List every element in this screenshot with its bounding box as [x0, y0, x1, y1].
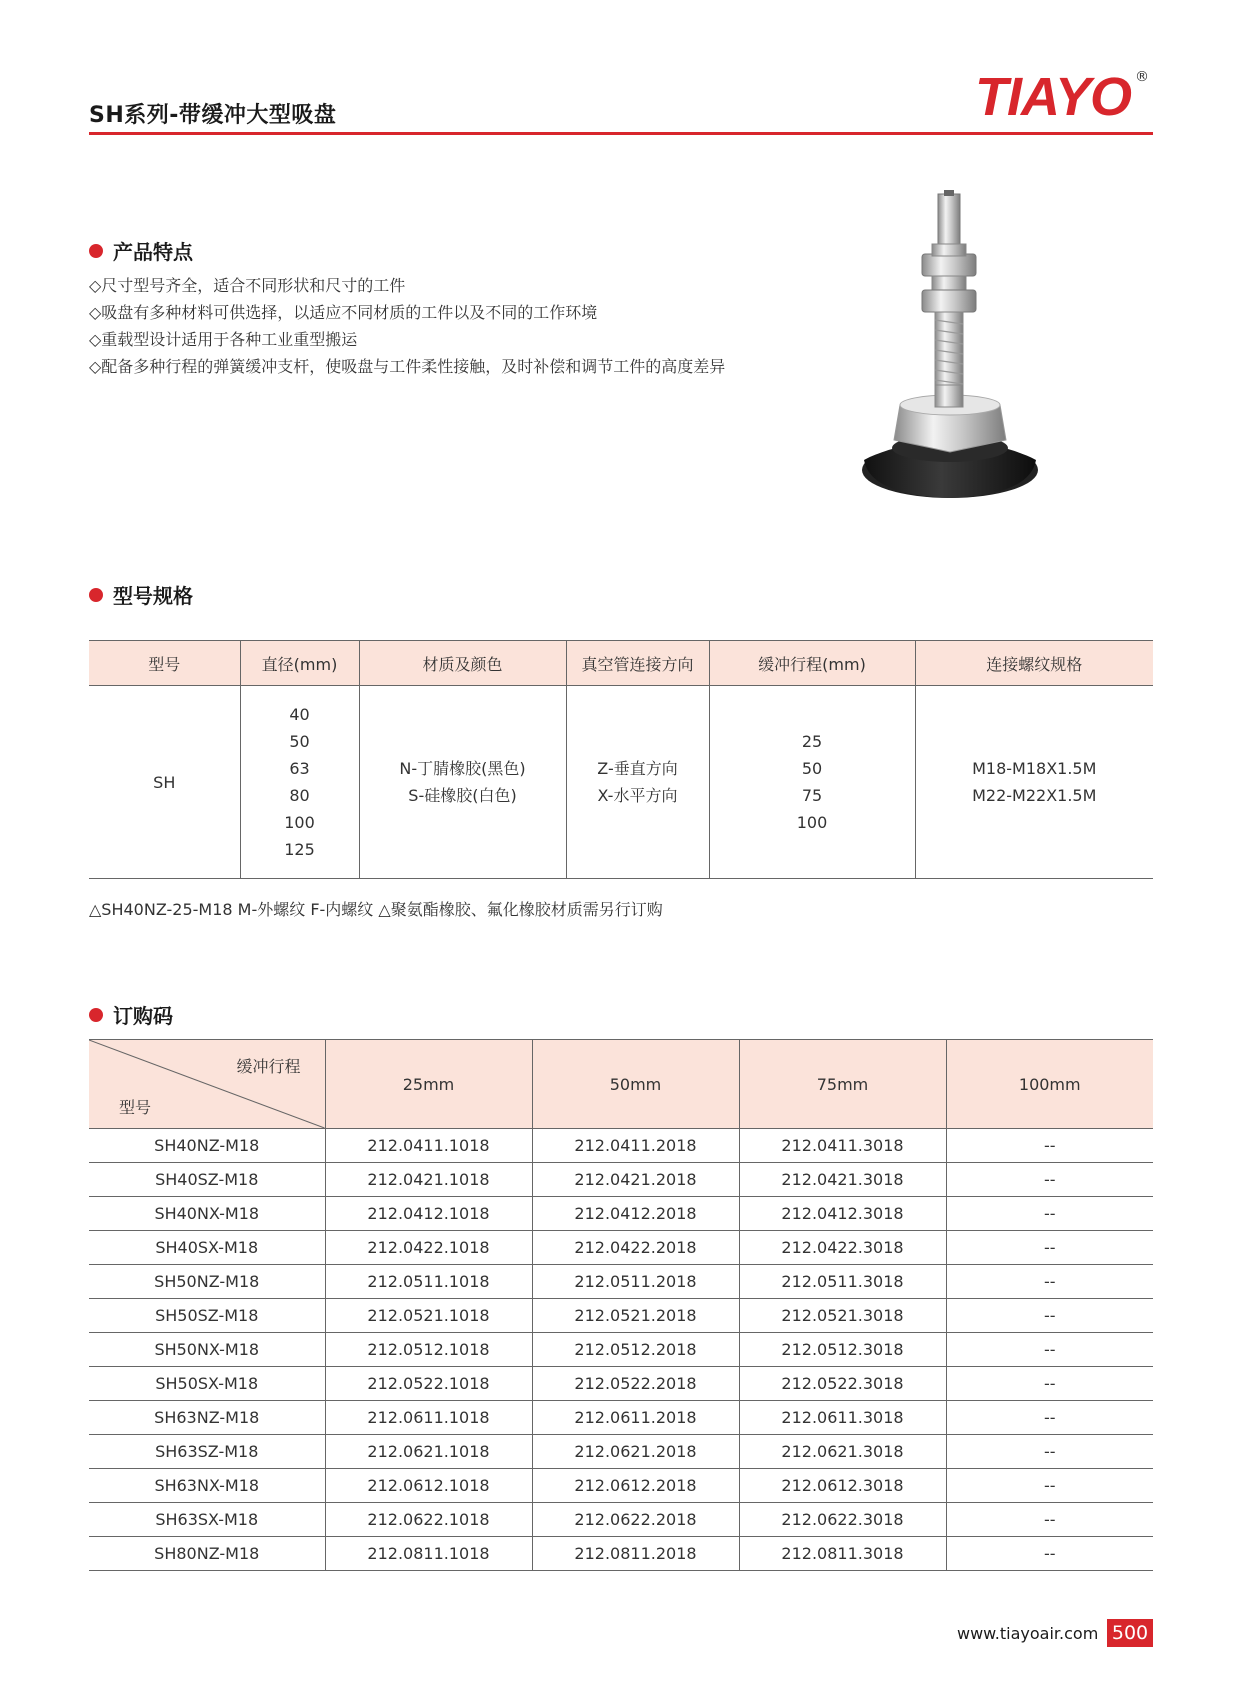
feature-list — [89, 272, 725, 380]
order-code-100: -- — [946, 1401, 1153, 1435]
website-url: www.tiayoair.com — [957, 1624, 1099, 1643]
page-number: 500 — [1107, 1619, 1153, 1647]
order-code-75: 212.0511.3018 — [739, 1265, 946, 1299]
spec-note: △SH40NZ-25-M18 M-外螺纹 F-内螺纹 △聚氨酯橡胶、氟化橡胶材质需另行订购 — [89, 900, 663, 919]
thread-value: M22-M22X1.5M — [972, 786, 1097, 805]
order-code-50: 212.0611.2018 — [532, 1401, 739, 1435]
table-row — [89, 1231, 1153, 1265]
spec-diameters — [240, 686, 359, 879]
spec-directions — [566, 686, 709, 879]
order-code-100: -- — [946, 1197, 1153, 1231]
brand-logo: TIAYO — [975, 67, 1131, 127]
features-heading — [89, 236, 193, 265]
feature-item: ◇吸盘有多种材料可供选择，以适应不同材质的工件以及不同的工作环境 — [89, 303, 598, 322]
thread-value: M18-M18X1.5M — [972, 759, 1097, 778]
order-code-25: 212.0811.1018 — [325, 1537, 532, 1571]
spec-table — [89, 640, 1153, 879]
spec-col-header: 连接螺纹规格 — [915, 641, 1153, 686]
order-code-50: 212.0512.2018 — [532, 1333, 739, 1367]
feature-item: ◇尺寸型号齐全，适合不同形状和尺寸的工件 — [89, 276, 406, 295]
order-code-25: 212.0511.1018 — [325, 1265, 532, 1299]
feature-item: ◇配备多种行程的弹簧缓冲支杆，使吸盘与工件柔性接触，及时补偿和调节工件的高度差异 — [89, 357, 726, 376]
order-corner-header — [89, 1040, 325, 1129]
order-code-50: 212.0411.2018 — [532, 1129, 739, 1163]
order-code-50: 212.0522.2018 — [532, 1367, 739, 1401]
header-divider — [89, 132, 1153, 135]
order-code-25: 212.0522.1018 — [325, 1367, 532, 1401]
features-heading-text: 产品特点 — [113, 240, 193, 264]
order-table-body — [89, 1129, 1153, 1571]
table-row — [89, 1163, 1153, 1197]
order-code-25: 212.0611.1018 — [325, 1401, 532, 1435]
order-model-cell: SH40SX-M18 — [89, 1231, 325, 1265]
order-model-cell: SH50SZ-M18 — [89, 1299, 325, 1333]
spec-model: SH — [89, 686, 240, 879]
order-code-table — [89, 1039, 1153, 1571]
diameter-value: 100 — [284, 813, 315, 832]
order-model-cell: SH40SZ-M18 — [89, 1163, 325, 1197]
order-code-25: 212.0421.1018 — [325, 1163, 532, 1197]
spec-threads — [915, 686, 1153, 879]
order-code-50: 212.0622.2018 — [532, 1503, 739, 1537]
table-row — [89, 1435, 1153, 1469]
order-code-75: 212.0422.3018 — [739, 1231, 946, 1265]
feature-item: ◇重载型设计适用于各种工业重型搬运 — [89, 330, 358, 349]
order-model-cell: SH63NX-M18 — [89, 1469, 325, 1503]
bullet-dot-icon — [89, 1008, 103, 1022]
order-code-50: 212.0421.2018 — [532, 1163, 739, 1197]
corner-stroke-label: 缓冲行程 — [236, 1057, 301, 1076]
diameter-value: 80 — [289, 786, 310, 805]
spec-strokes — [709, 686, 915, 879]
order-code-50: 212.0521.2018 — [532, 1299, 739, 1333]
order-model-cell: SH50NZ-M18 — [89, 1265, 325, 1299]
direction-value: Z-垂直方向 — [597, 759, 678, 778]
order-model-cell: SH40NZ-M18 — [89, 1129, 325, 1163]
order-code-50: 212.0621.2018 — [532, 1435, 739, 1469]
page-title: SH系列-带缓冲大型吸盘 — [89, 103, 337, 128]
order-code-100: -- — [946, 1367, 1153, 1401]
spec-heading-text: 型号规格 — [113, 584, 193, 608]
order-code-75: 212.0421.3018 — [739, 1163, 946, 1197]
stroke-value: 50 — [801, 759, 823, 778]
bullet-dot-icon — [89, 244, 103, 258]
spec-col-header: 真空管连接方向 — [566, 641, 709, 686]
order-code-100: -- — [946, 1333, 1153, 1367]
order-header-row — [89, 1040, 1153, 1129]
order-code-100: -- — [946, 1163, 1153, 1197]
corner-model-label: 型号 — [119, 1098, 152, 1117]
order-code-75: 212.0611.3018 — [739, 1401, 946, 1435]
suction-cup-product-image — [860, 190, 1040, 540]
order-code-50: 212.0511.2018 — [532, 1265, 739, 1299]
order-code-100: -- — [946, 1231, 1153, 1265]
bullet-dot-icon — [89, 588, 103, 602]
material-value: S-硅橡胶(白色) — [408, 786, 517, 805]
table-row — [89, 1265, 1153, 1299]
order-code-75: 212.0512.3018 — [739, 1333, 946, 1367]
order-code-100: -- — [946, 1503, 1153, 1537]
order-code-100: -- — [946, 1129, 1153, 1163]
spec-header-row — [89, 641, 1153, 686]
spec-col-header: 缓冲行程(mm) — [709, 641, 915, 686]
table-row — [89, 1503, 1153, 1537]
order-model-cell: SH63NZ-M18 — [89, 1401, 325, 1435]
order-col-header: 100mm — [946, 1040, 1153, 1129]
order-col-header: 75mm — [739, 1040, 946, 1129]
order-code-25: 212.0411.1018 — [325, 1129, 532, 1163]
order-code-75: 212.0621.3018 — [739, 1435, 946, 1469]
order-code-25: 212.0621.1018 — [325, 1435, 532, 1469]
order-heading — [89, 1000, 173, 1029]
order-code-25: 212.0612.1018 — [325, 1469, 532, 1503]
order-col-header: 50mm — [532, 1040, 739, 1129]
spec-col-header: 材质及颜色 — [359, 641, 566, 686]
order-code-75: 212.0521.3018 — [739, 1299, 946, 1333]
table-row — [89, 1367, 1153, 1401]
order-model-cell: SH50NX-M18 — [89, 1333, 325, 1367]
order-model-cell: SH63SZ-M18 — [89, 1435, 325, 1469]
diameter-value: 40 — [289, 705, 310, 724]
order-code-50: 212.0811.2018 — [532, 1537, 739, 1571]
order-code-50: 212.0412.2018 — [532, 1197, 739, 1231]
order-code-100: -- — [946, 1299, 1153, 1333]
order-code-100: -- — [946, 1435, 1153, 1469]
order-code-100: -- — [946, 1469, 1153, 1503]
spec-col-header: 直径(mm) — [240, 641, 359, 686]
order-code-100: -- — [946, 1537, 1153, 1571]
order-heading-text: 订购码 — [113, 1004, 173, 1028]
order-code-25: 212.0622.1018 — [325, 1503, 532, 1537]
table-row — [89, 1333, 1153, 1367]
order-code-50: 212.0612.2018 — [532, 1469, 739, 1503]
diameter-value: 63 — [289, 759, 310, 778]
order-code-25: 212.0521.1018 — [325, 1299, 532, 1333]
stroke-value: 100 — [796, 813, 828, 832]
order-model-cell: SH50SX-M18 — [89, 1367, 325, 1401]
order-code-75: 212.0412.3018 — [739, 1197, 946, 1231]
direction-value: X-水平方向 — [597, 786, 678, 805]
spec-heading — [89, 580, 193, 609]
diameter-value: 125 — [284, 840, 315, 859]
order-code-75: 212.0522.3018 — [739, 1367, 946, 1401]
spec-col-header: 型号 — [89, 641, 240, 686]
order-code-25: 212.0512.1018 — [325, 1333, 532, 1367]
order-model-cell: SH40NX-M18 — [89, 1197, 325, 1231]
stroke-value: 75 — [801, 786, 823, 805]
order-col-header: 25mm — [325, 1040, 532, 1129]
order-code-100: -- — [946, 1265, 1153, 1299]
stroke-value: 25 — [801, 732, 823, 751]
order-model-cell: SH80NZ-M18 — [89, 1537, 325, 1571]
order-code-75: 212.0411.3018 — [739, 1129, 946, 1163]
material-value: N-丁腈橡胶(黑色) — [399, 759, 526, 778]
spec-materials — [359, 686, 566, 879]
order-code-50: 212.0422.2018 — [532, 1231, 739, 1265]
diameter-value: 50 — [289, 732, 310, 751]
table-row — [89, 1129, 1153, 1163]
order-code-75: 212.0622.3018 — [739, 1503, 946, 1537]
spec-row — [89, 686, 1153, 879]
order-code-25: 212.0412.1018 — [325, 1197, 532, 1231]
order-model-cell: SH63SX-M18 — [89, 1503, 325, 1537]
table-row — [89, 1197, 1153, 1231]
table-row — [89, 1401, 1153, 1435]
order-code-75: 212.0811.3018 — [739, 1537, 946, 1571]
table-row — [89, 1299, 1153, 1333]
table-row — [89, 1537, 1153, 1571]
order-code-25: 212.0422.1018 — [325, 1231, 532, 1265]
table-row — [89, 1469, 1153, 1503]
order-code-75: 212.0612.3018 — [739, 1469, 946, 1503]
registered-mark: ® — [1135, 69, 1149, 85]
